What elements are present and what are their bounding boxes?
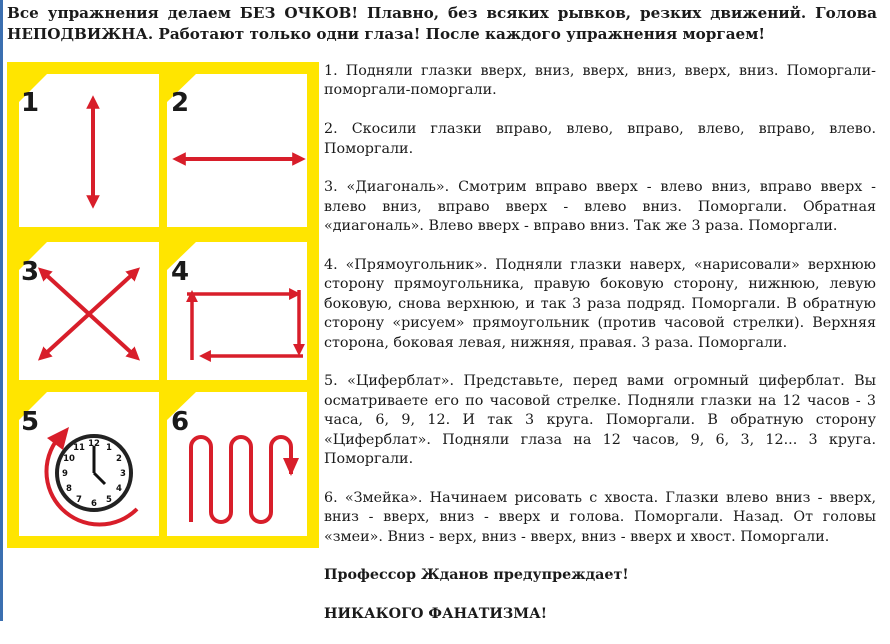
tile-number: 6 (171, 407, 190, 437)
tile-2 (167, 74, 307, 227)
clock-number: 10 (63, 454, 75, 464)
exercise-6: 6. «Змейка». Начинаем рисовать с хвоста. Глазки влево вниз - вверх, вниз - вверх, вниз - вверх и голова. Поморгали. Назад. От головы «змеи». Вниз - верх, вниз - вверх, вниз - вверх и хвост. Поморгали. (324, 489, 876, 545)
tile-1 (19, 74, 159, 227)
tile-number: 2 (171, 88, 190, 118)
exercise-3: 3. «Диагональ». Смотрим вправо вверх - влево вниз, вправо вверх - влево вниз, вправо вверх - влево вниз. Поморгали. Обратная «диагональ». Влево вверх - вправо вниз. Так же 3 раза. Поморгали. (324, 179, 876, 235)
clock-number: 2 (116, 454, 122, 464)
warning-line: Профессор Жданов предупреждает! (324, 567, 629, 584)
tile-3 (19, 242, 159, 380)
clock-number: 6 (91, 499, 97, 509)
clock-number: 11 (73, 443, 85, 453)
intro-paragraph: Все упражнения делаем БЕЗ ОЧКОВ! Плавно, без всяких рывков, резких движений. Голова НЕПОДВИЖНА. Работают только одни глаза! После каждого упражнения моргаем! (7, 4, 877, 43)
tile-number: 1 (21, 88, 40, 118)
clock-number: 12 (88, 439, 100, 449)
exercise-5: 5. «Циферблат». Представьте, перед вами огромный циферблат. Вы осматриваете его по часовой стрелке. Подняли глазки на 12 часов - 3 часа, 6, 9, 12. И так 3 круга. Поморгали. В обратную сторону «Циферблат». Подняли глаза на 12 часов, 9, 6, 3, 12... 3 круга. Поморгали. (324, 373, 876, 468)
clock-number: 4 (116, 484, 122, 494)
exercise-1: 1. Подняли глазки вверх, вниз, вверх, вниз, вверх, вниз. Поморгали-поморгали-поморгали. (324, 63, 876, 99)
tile-6 (167, 392, 307, 536)
tile-5 (19, 392, 159, 536)
left-border (0, 0, 3, 621)
clock-number: 9 (62, 469, 68, 479)
tile-number: 3 (21, 257, 40, 287)
clock-number: 7 (76, 495, 82, 505)
clock-number: 3 (120, 469, 126, 479)
tile-number: 4 (171, 257, 190, 287)
clock-number: 5 (106, 495, 112, 505)
clock-number: 8 (66, 484, 72, 494)
tile-number: 5 (21, 407, 40, 437)
clock-number: 1 (106, 443, 112, 453)
exercise-illustration-panel (7, 62, 319, 548)
motto-line: НИКАКОГО ФАНАТИЗМА! (324, 606, 547, 623)
exercise-text-column (324, 62, 876, 644)
tile-4 (167, 242, 307, 380)
exercise-2: 2. Скосили глазки вправо, влево, вправо, влево, вправо, влево. Поморгали. (324, 121, 876, 157)
exercise-4: 4. «Прямоугольник». Подняли глазки наверх, «нарисовали» верхнюю сторону прямоугольника, правую боковую сторону, нижнюю, левую боковую, снова верхнюю, и так 3 раза подряд. Поморгали. В обратную сторону «рисуем» прямоугольник (против часовой стрелки). Верхняя сторона, боковая левая, нижняя, правая. 3 раза. Поморгали. (324, 257, 876, 351)
